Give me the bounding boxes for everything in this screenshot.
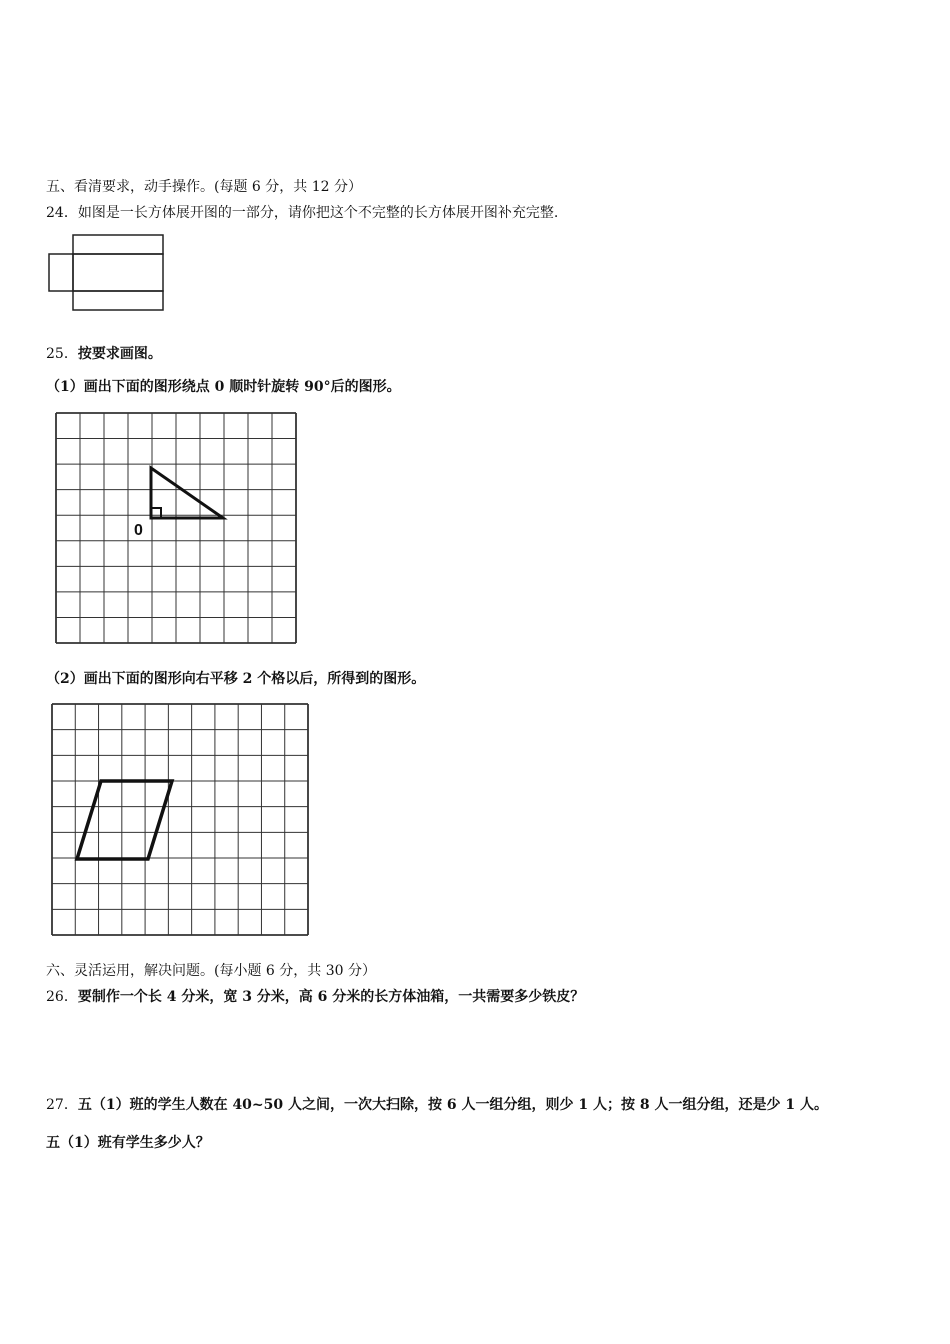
rotation-grid <box>56 413 302 645</box>
question-25-part-1: （1）画出下面的图形绕点 0 顺时针旋转 90°后的图形。 <box>46 379 401 395</box>
translation-grid <box>52 704 312 937</box>
section-5-heading: 五、看清要求，动手操作。(每题 6 分，共 12 分） <box>46 179 362 195</box>
section-6-heading: 六、灵活运用，解决问题。(每小题 6 分，共 30 分） <box>46 963 376 979</box>
question-27 <box>46 1096 828 1114</box>
question-24-number: 24． <box>46 205 78 221</box>
parallelogram-shape <box>77 781 172 859</box>
question-26 <box>46 988 584 1006</box>
question-25-number: 25． <box>46 346 78 362</box>
point-o-label: 0 <box>134 522 143 539</box>
question-26-number: 26． <box>46 989 78 1005</box>
net-face-left <box>49 254 73 291</box>
question-25-text: 按要求画图。 <box>77 346 162 362</box>
question-27-number: 27． <box>46 1097 78 1113</box>
question-27-continuation: 五（1）班有学生多少人？ <box>46 1135 210 1151</box>
net-face-top <box>73 235 163 254</box>
net-face-bottom <box>73 291 163 310</box>
cuboid-net-figure <box>48 234 168 314</box>
net-face-front <box>73 254 163 291</box>
question-24 <box>46 204 558 222</box>
question-26-text: 要制作一个长 4 分米，宽 3 分米，高 6 分米的长方体油箱，一共需要多少铁皮？ <box>77 989 585 1005</box>
question-27-text: 五（1）班的学生人数在 40~50 人之间，一次大扫除，按 6 人一组分组，则少 1 人；按 8 人一组分组，还是少 1 人。 <box>77 1097 828 1113</box>
question-25 <box>46 345 162 363</box>
question-25-part-2: （2）画出下面的图形向右平移 2 个格以后，所得到的图形。 <box>46 671 426 687</box>
question-24-text: 如图是一长方体展开图的一部分，请你把这个不完整的长方体展开图补充完整. <box>77 205 559 221</box>
